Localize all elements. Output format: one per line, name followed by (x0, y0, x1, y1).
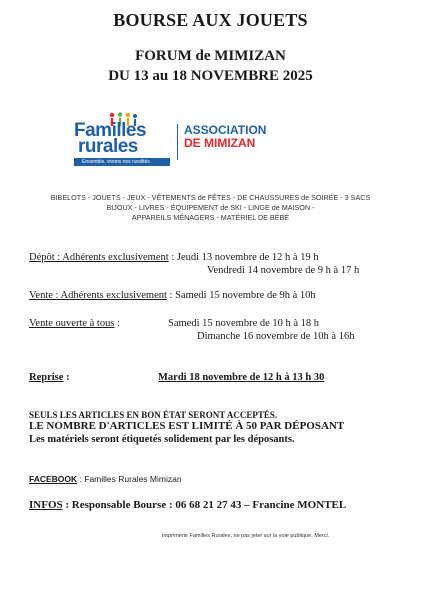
association-name (184, 124, 266, 150)
vente-tous-line2: Dimanche 16 novembre de 10h à 16h (197, 331, 355, 342)
reprise-colon: : (63, 372, 70, 383)
items-line-1: BIBELOTS - JOUETS - JEUX - VÊTEMENTS de FÊTES - DE CHAUSSURES de SOIRÉE - 3 SACS (50, 193, 371, 202)
vente-adherents-row (29, 290, 316, 301)
event-dates: DU 13 au 18 NOVEMBRE 2025 (108, 68, 313, 84)
familles-rurales-logo (74, 120, 267, 168)
infos-row (29, 499, 346, 511)
vente-tous-label-row (29, 318, 120, 329)
association-line1: ASSOCIATION (184, 123, 267, 137)
depot-label: Dépôt : Adhérents exclusivement (29, 252, 169, 263)
association-line2: DE MIMIZAN (184, 136, 256, 150)
logo-word-familles: Familles (74, 120, 147, 141)
facebook-text: : Familles Rurales Mimizan (77, 474, 182, 484)
facebook-row (29, 474, 182, 484)
depot-line1: : Jeudi 13 novembre de 12 h à 19 h (168, 252, 319, 263)
notice-line-2: LE NOMBRE D'ARTICLES EST LIMITÉ À 50 PAR DÉPOSANT (29, 420, 345, 432)
depot-row (29, 252, 319, 263)
facebook-label: FACEBOOK (29, 474, 78, 484)
reprise-label: Reprise (29, 372, 64, 383)
items-line-2: BIJOUX - LIVRES - ÉQUIPEMENT de SKI - LINGE de MAISON - (106, 203, 315, 212)
vente-adherents-label: Vente : Adhérents exclusivement (29, 290, 167, 301)
infos-label: INFOS (29, 499, 63, 511)
vente-adherents-text: : Samedi 15 novembre de 9h à 10h (166, 290, 316, 301)
infos-text: : Responsable Bourse : 06 68 21 27 43 – Francine MONTEL (62, 499, 347, 511)
reprise-label-row (29, 372, 70, 383)
vente-tous-label: Vente ouverte à tous (29, 318, 115, 329)
logo-word-rurales: rurales (78, 136, 138, 157)
items-line-3: APPAREILS MÉNAGERS - MATÉRIEL DE BÉBÉ (131, 213, 290, 222)
vente-tous-colon: : (114, 318, 120, 329)
event-title: BOURSE AUX JOUETS (113, 10, 308, 30)
depot-line2: Vendredi 14 novembre de 9 h à 17 h (207, 265, 360, 276)
vente-tous-line1: Samedi 15 novembre de 10 h à 18 h (168, 318, 320, 329)
notice-line-1: SEULS LES ARTICLES EN BON ÉTAT SERONT ACCEPTÉS. (29, 410, 278, 420)
logo-tagline: Ensemble, vivons nos ruralités (82, 159, 150, 165)
footer-note: Imprimerie Familles Rurales, ne pas jeter sur la voie publique. Merci. (162, 533, 330, 539)
notice-line-3: Les matériels seront étiquetés solidement par les déposants. (29, 434, 295, 445)
forum-name: FORUM de MIMIZAN (135, 48, 286, 64)
logo-divider (177, 124, 178, 160)
reprise-text: Mardi 18 novembre de 12 h à 13 h 30 (158, 372, 325, 383)
